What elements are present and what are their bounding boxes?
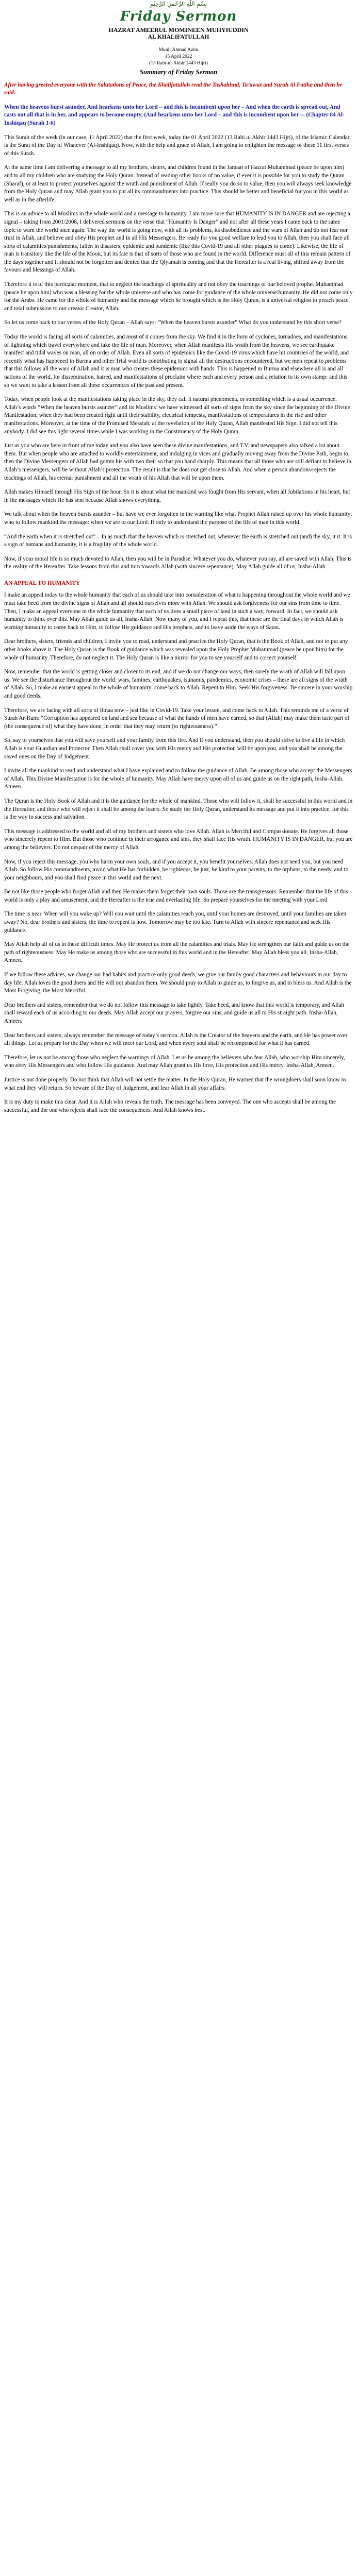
org-line-2: AL KHALIFATULLAH [148, 34, 209, 40]
paragraph: Now, if you reject this message, you who harm your own souls, and if you accept it, you benefit yourselves. Allah does not need you, but you need Allah. So follow His commandments, avoid what He has forbidden, be righteous, be just, be kind to your parents, to the orphans, to the needy, and to your neighbours, and you shall find peace in this world and the next. [4, 858, 349, 881]
paragraph: This is an advice to all Muslims in the whole world and a message to humanity. I am more sure that HUMANITY IS IN DANGER and are rejecting a signal – taking from 2001/2008, I delivered sermons on the verse that “Humanity Is Danger” and not after all these years I came back to the same topic to warn the world once again. The way the world is going now, with all its problems, its disobedience and the wars of Allah and do not fear nor trust in Allah, and believe and obey His prophet and in all His Messengers. Be ready for you good welfare to lead you to Allah, then you shall face all sorts of calamities/punishments, fallen in disasters, epidemic and pandemic (like this Covid-19 and all other plagues to come). Likewise, the life of man is transitory like the life of the Moon, but its fate is that of sorts of those who are found in the world. Difference must all of this remain pattern of the days together and it should not be forgotten and denied that the Qiyamah is coming and that the Hereafter is a real living, shifted away from the favours and blessings of Allah. [4, 211, 351, 274]
paragraph: Dear brothers and sisters, remember that we do not follow this message to take lightly. Take heed, and know that this world is temporary, and Allah shall reward each of us according to our deeds. May Allah accept our prayers, forgive our sins, and guide us all to His straight path. Insha-Allah, Ameen. [4, 1002, 345, 1024]
author-line: Munir Ahmad Azim [158, 47, 199, 53]
paragraph: Today, when people look at the manifestations taking place in the sky, they call it natural phenomena, or something which is a usual occurrence. Allah’s words “When the heaven bursts asunder” and its Muslims’ we have witnessed all sorts of signs from the sky since the beginning of the Divine Manifestation, when they had been created right until their stability, electrical tempests, manifestations of temperatures in the rise and other manifestations. Moreover, at the time of the Promised Messiah, at the revelation of the Holy Quran, Allah manifested His Sign. I did not tell this anybody. I did see this light several times while I was working in the Constituency of the Holy Quran. [4, 396, 350, 435]
paragraph: Justice is not done properly. Do not think that Allah will not settle the matter. In the Holy Quran, He warned that the wrongdoers shall soon know to what end they will return. So beware of the Day of Judgement, and fear Allah in all your affairs. [4, 1076, 346, 1091]
paragraph: Today the world is facing all sorts of calamities, and most of it comes from the sky. We find it in the form of cyclones, tornadoes, and manifestations of lightning which travel everywhere and take the life of man. Moreover, when Allah manifests His wrath from the heavens, we see earthquake manifest and tidal waves on man, all on order of Allah. Even all sorts of epidemics like the Covid-19 virus which have hit countries of the world, and recently what has happened in Burma and other Trial world is contributing to signal all the destructions encountered, but we men repeat to problems that this follows all the wars of Allah and it is man who creates these epidemics with hands. This is happened in Burma and elsewhere all is and all nations of the world, for dissemination, hatred, and manifestations of proclaim where each and every person and a relation to its own stamp: and this so we want to take a lesson from all these occurrences of the past and present. [4, 334, 349, 388]
paragraph: Allah makes Himself through His Sign of the hour. So it is about what the mankind was fought from His servant, when all Jubilations in his heart, but in the messages which He has sent because Allah shows everything. [4, 489, 350, 503]
paragraph: I make an appeal today to the whole humanity that each of us should take into consideration of what is happening throughout the whole world and we must take heed from the divine signs of Allah and all should ourselves more with Allah. We should ask forgiveness for our sins from time to time. Then, I make an appeal everyone in the whole humanity that each of us lives a small piece of land in such a way, forward. In fact, we should ask humanity to think over this. May Allah guide us all, Insha-Allah. Now many of you, and I repeat this, that these are the final days in which Allah is warning humanity to come back to Him, to follow His guidance and His prophets, and to leave aside the ways of Satan. [4, 592, 350, 631]
paragraph: I invite all the mankind to read and understand what I have explained and to follow the guidance of Allah. Be among those who accept the Messengers of Allah. This Divine Manifestation is for the whole of humanity. May Allah have mercy upon all of us and guide us on the right path, Insha-Allah. Ameen. [4, 768, 352, 790]
paragraph: Therefore, we are facing with all sorts of fitnaa now – just like in Covid-19. Take your lesson, and come back to Allah. This reminds me of a verse of Surah Ar-Rum: “Corruption has appeared on land and sea because of what the hands of men have earned, so that (Allah) may make them taste part of (the consequence of) what they have done, in order that they may return (to righteousness).” [4, 707, 350, 730]
paragraph: Therefore it is of this particular moment, that to neglect the teachings of spirituality and not obey the teachings of our beloved prophet Muhammad (peace be upon him) who was a blessing for the whole universe and who has come for guidance of the whole universe/humanity. He did not come only for the Arabs. He came for the whole of humanity and the message which he brought which is the Holy Quran, is a universal religion to preach peace and total submission to our creator Creator, Allah. [4, 281, 353, 312]
paragraph: This Surah of the week (in our case, 11 April 2022) that the first week, today the 01 April 2022 (13 Rabi ul Akhir 1443 Hijri), of the Islamic Calendar, is the Surat of the Day of Whatever (Al-Inshiqaq). Now, with the help and grace of Allah, I am going to enlighten the message of these 11 first verses of this Surah. [4, 134, 351, 157]
paragraph: So let us come back to our verses of the Holy Quran – Allah says: “When the heaven bursts asunder” What do you understand by this short verse? [4, 319, 342, 326]
paragraph: The time is near. When will you wake up? Will you wait until the calamities reach you, until your homes are destroyed, until your families are taken away? No, dear brothers and sisters, the time to repent is now. Tomorrow may be too late. Turn to Allah with sincere repentance and seek His guidance. [4, 911, 347, 934]
paragraph: May Allah help all of us in these difficult times. May He protect us from all the calamities and trials. May He strengthen our faith and guide us on the path of righteousness. May He make us among those who are successful in this world and in the Hereafter. May Allah bless you all, Insha-Allah, Ameen. [4, 941, 350, 964]
page-header [0, 0, 357, 76]
paragraph: Therefore, let us not be among those who neglect the warnings of Allah. Let us be among the believers who fear Allah, who worship Him sincerely, who obey His Messengers and who follow His guidance. And may Allah grant us His love, His protection and His mercy. Insha-Allah, Ameen. [4, 1054, 345, 1069]
paragraph: It is my duty to make this clear. And it is Allah who reveals the truth. The message has been conveyed. The one who accepts shall be among the successful, and the one who rejects shall face the consequences. And Allah knows best. [4, 1099, 336, 1113]
paragraph: We talk about when the heaven bursts asunder – but have we ever forgotten in the warning like what Prophet Allah raised up over his whole humanity; who to follow mankind the message: when we are to our Lord. If only to understand the purpose of the life of man in this world. [4, 511, 352, 526]
hijri-date-line: (13 Rabi-ul-Akhir 1443 Hijri) [149, 61, 208, 66]
date-line: 15 April 2022 [165, 54, 192, 59]
paragraph: “And the earth when it is stretched out” – In as much that the heaven which is stretched out, whenever the earth is stretched out (and) the sky, it it. It is a sign of humans and humanity, it is a fragility of the whole world. [4, 533, 352, 548]
paragraph: Now, if your moral life is so much devoted to Allah, then you will be in Paradise. Whatever you do, whatever you say, all are saved with Allah. This is the reality of the Hereafter. Take lessons from this and turn towards Allah (with sincere repentance). May Allah guide all of us, Insha-Allah. [4, 555, 352, 570]
paragraph: The Quran is the Holy Book of Allah and it is the guidance for the whole of mankind. Those who will follow it, shall be successful in this world and in the Hereafter, and those who will reject it shall be among the losers. So study the Holy Quran, understand its message and put it into practice, for this is the way to success and salvation. [4, 798, 353, 821]
paragraph: At the same time I am delivering a message to all my brothers, sisters, and children found in the Jamaat of Hazrat Muhammad (peace be upon him) and to all my children who are studying the Holy Quran. Instead of reading other books of no value, if ever it is possible for you to study the Quran (Sharaf), or at least to protect yourselves against the wrath and punishment of Allah. If really you do so to value, then you will always seek knowledge from the Holy Quran and may Allah grant you to put all its commandments into practice. This should be better and beneficial for you in this world as well as in the afterlife. [4, 164, 352, 203]
sermon-body [0, 76, 357, 1115]
paragraph: Now, remember that the world is getting closer and closer to its end, and if we do not change our ways, then surely the wrath of Allah will fall upon us. We see the disturbance throughout the world: wars, famines, earthquakes, tsunamis, pandemics, economic crises – these are all signs of the wrath of Allah. So, I make an earnest appeal to the whole of humanity: come back to Allah. Repent to Him. Seek His forgiveness. Be sincere in your worship and good deeds. [4, 669, 353, 699]
appeal-heading: AN APPEAL TO HUMANITY [4, 580, 80, 586]
paragraph: Just as you who are here in front of me today and you also have seen these divine manifestations, and T.V. and newspapers also talked a lot about them. But when people who are attached to worldly entertainment, and indulging in vices and gradually moving away from the Divine Path, begin to, then the Divine Messengers of Allah had gotten his with two their so that you hand sharply. This means that all those who are still defiant to believe in Allah’s messengers, will be without Allah’s protection. The result is that he does not get close to Allah. And when a person abandons/rejects the teachings of Allah, his eternal punishment and all the wrath of his Allah that will be upon them. [4, 443, 351, 481]
sermon-title: Summary of Friday Sermon [139, 68, 218, 76]
paragraph: If we follow these advices, we change our bad habits and practice only good deeds, we give our family good characters and behaviours in our day to day life. Allah loves the good doers and He will not abandon them. We should pray to Allah to guide us, to forgive us, and to bless us. And Allah is the Most Forgiving, the Most Merciful. [4, 972, 352, 994]
bismillah-calligraphy: بِسْمِ اللّٰهِ الرَّحْمٰنِ الرَّحِيْمِ [150, 1, 207, 7]
verse-quote: When the heavens burst asunder, And hearkens unto her Lord – and this is incumbent upon her – And when the earth is spread out, And casts out all that is in her, and appears to become empty, (And hearkens unto her Lord – and this is incumbent upon her –. (Chapter 84 Al-Inshiqaq (Surah 1-6) [4, 104, 345, 126]
intro-paragraph: After having greeted everyone with the Salutations of Peace, the Khalifatullah read the Tashahhud, Ta’awuz and Surah Al Fatiha and then he said: [4, 81, 343, 96]
sermon-page [0, 0, 357, 1114]
paragraph: So, say to yourselves that you will save yourself and your family from this fire. And if you understand, then you should strive to live a life in which Allah is your Guardian and Protector. Then Allah shall cover you with His mercy and His protection will be upon you, and you shall be among the saved ones on the Day of Judgement. [4, 737, 345, 760]
org-line-1: HAZRAT AMEERUL MOMINEEN MUHYIUDDIN [108, 26, 249, 33]
paragraph: Be not like those people who forget Allah and then He makes them forget their own souls. Those are the transgressors. Remember that the life of this world is only a play and amusement, and the Hereafter is the true and everlasting life. So prepare yourselves for the meeting with your Lord. [4, 889, 348, 903]
paragraph: Dear brothers, sisters, friends and children, I invite you to read, understand and practice the Holy Quran, that is the Book of Allah, and not to put any other books above it. The Holy Quran is the Book of guidance which was revealed upon the Holy Prophet Muhammad (peace be upon him) for the whole of humanity. Therefore, do not neglect it. The Holy Quran is like a mirror for you to see yourself and to correct yourself. [4, 638, 348, 661]
paragraph: Dear brothers and sisters, always remember the message of today’s sermon. Allah is the Creator of the heavens and the earth, and He has power over all things. Let us prepare for the Day when we will meet our Lord, and when every soul shall be recompensed for what it has earned. [4, 1032, 348, 1047]
friday-sermon-banner: Friday Sermon [120, 9, 237, 24]
paragraph: This message is addressed to the world and all of my brothers and sisters who love Allah. Allah is Merciful and Compassionate. He forgives all those who sincerely repent to Him. But those who continue in their arrogance and sins, they shall face His wrath. HUMANITY IS IN DANGER, but you are among the believers. Do not despair of the mercy of Allah. [4, 828, 353, 851]
